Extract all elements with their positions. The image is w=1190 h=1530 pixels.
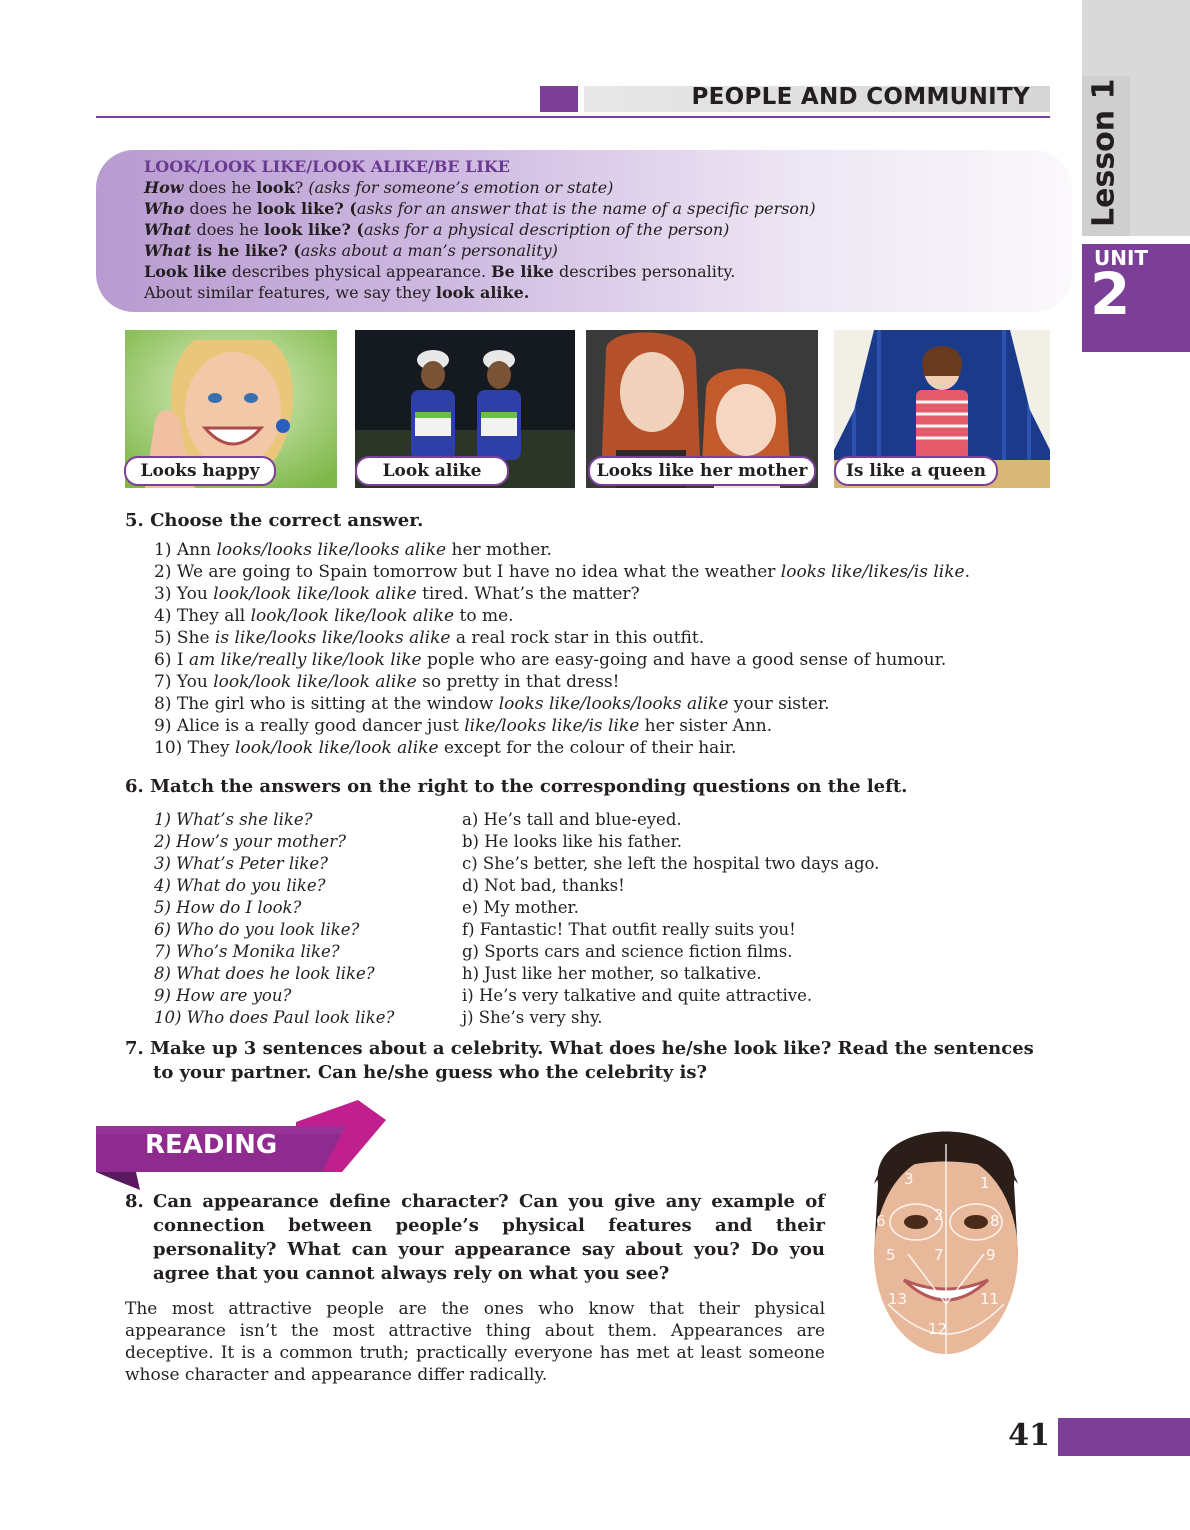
- exercise-5-item: 8) The girl who is sitting at the window looks like/looks/looks alike your sister.: [154, 694, 830, 714]
- exercise-6-answer: e) My mother.: [462, 898, 579, 917]
- exercise-5-item: 3) You look/look like/look alike tired. What’s the matter?: [154, 584, 640, 604]
- exercise-6-question: 10) Who does Paul look like?: [154, 1008, 395, 1027]
- exercise-6-title: 6. Match the answers on the right to the corresponding questions on the left.: [125, 776, 908, 797]
- grammar-line-3: What does he look like? (asks for a physical description of the person): [144, 220, 730, 239]
- page-title: PEOPLE AND COMMUNITY: [691, 84, 1030, 110]
- exercise-5-item: 7) You look/look like/look alike so pretty in that dress!: [154, 672, 620, 692]
- grammar-content: [144, 156, 1064, 303]
- exercise-6-question: 7) Who’s Monika like?: [154, 942, 340, 961]
- exercise-8-number: 8.: [125, 1191, 144, 1212]
- face-zone-number: 9: [986, 1246, 996, 1264]
- grammar-line-6: About similar features, we say they look alike.: [144, 283, 530, 302]
- face-zone-number: 13: [888, 1290, 908, 1308]
- exercise-6-question: 8) What does he look like?: [154, 964, 375, 983]
- unit-number: 2: [1090, 260, 1131, 328]
- exercise-5-item: 6) I am like/really like/look like pople who are easy-going and have a good sense of humour.: [154, 650, 947, 670]
- unit-word: UNIT: [1094, 246, 1149, 270]
- header-accent-square: [540, 86, 578, 112]
- exercise-6-answer: a) He’s tall and blue-eyed.: [462, 810, 682, 829]
- exercise-6-question: 3) What’s Peter like?: [154, 854, 329, 873]
- exercise-7-line-2: to your partner. Can he/she guess who the celebrity is?: [153, 1062, 708, 1083]
- face-zone-number: 12: [928, 1320, 948, 1338]
- face-zone-number: 10: [1022, 1230, 1042, 1248]
- photo-caption: Looks happy: [124, 456, 276, 486]
- header-divider: [96, 116, 1050, 118]
- exercise-7-line-1: 7. Make up 3 sentences about a celebrity. What does he/she look like? Read the sentences: [125, 1038, 1034, 1059]
- grammar-line-4: What is he like? (asks about a man’s personality): [144, 241, 558, 260]
- photo-caption: Is like a queen: [834, 456, 998, 486]
- grammar-line-1: How does he look? (asks for someone’s emotion or state): [144, 178, 614, 197]
- face-zone-number: 5: [886, 1246, 896, 1264]
- face-zone-number: 6: [876, 1212, 886, 1230]
- reading-label: READING: [145, 1130, 278, 1160]
- grammar-line-2: Who does he look like? (asks for an answer that is the name of a specific person): [144, 199, 816, 218]
- face-zone-number: 2: [934, 1206, 944, 1224]
- exercise-6-question: 9) How are you?: [154, 986, 292, 1005]
- exercise-6-answer: j) She’s very shy.: [462, 1008, 603, 1027]
- exercise-6-question: 1) What’s she like?: [154, 810, 313, 829]
- exercise-8-text: Can appearance define character? Can you give any example of connection between people’s physical features and their personality? What can your appearance say about you? Do you agree that you cannot always rely on what you see?: [153, 1191, 825, 1284]
- lesson-label: Lesson 1: [1086, 78, 1122, 228]
- reading-paragraph: The most attractive people are the ones who know that their physical appearance isn’t the most attractive thing about them. Appearances are deceptive. It is a common truth; practically everyone has met at least someone whose character and appearance differ radically.: [125, 1299, 825, 1385]
- exercise-5-item: 2) We are going to Spain tomorrow but I have no idea what the weather looks like/likes/is like.: [154, 562, 970, 582]
- exercise-6-question: 5) How do I look?: [154, 898, 302, 917]
- exercise-8: [125, 1190, 825, 1286]
- exercise-5-item: 1) Ann looks/looks like/looks alike her mother.: [154, 540, 552, 560]
- exercise-6-answer: c) She’s better, she left the hospital two days ago.: [462, 854, 880, 873]
- exercise-6-answer: h) Just like her mother, so talkative.: [462, 964, 762, 983]
- photo-caption: Look alike: [355, 456, 509, 486]
- face-zone-number: 1: [980, 1174, 990, 1192]
- exercise-5-item: 4) They all look/look like/look alike to me.: [154, 606, 514, 626]
- exercise-6-answer: f) Fantastic! That outfit really suits you!: [462, 920, 796, 939]
- exercise-6-answer: d) Not bad, thanks!: [462, 876, 625, 895]
- exercise-6-question: 4) What do you like?: [154, 876, 326, 895]
- exercise-6-question: 6) Who do you look like?: [154, 920, 360, 939]
- photo-caption: Looks like her mother: [588, 456, 816, 486]
- face-zone-number: 8: [990, 1212, 1000, 1230]
- face-zone-number: 3: [904, 1170, 914, 1188]
- page-number: 41: [1008, 1418, 1050, 1453]
- grammar-title: LOOK/LOOK LIKE/LOOK ALIKE/BE LIKE: [144, 157, 510, 176]
- face-zones-photo: [848, 1104, 1044, 1384]
- exercise-6-question: 2) How’s your mother?: [154, 832, 346, 851]
- exercise-5-item: 10) They look/look like/look alike except for the colour of their hair.: [154, 738, 737, 758]
- exercise-6-answer: g) Sports cars and science fiction films.: [462, 942, 793, 961]
- face-zone-number: 14: [930, 1352, 950, 1370]
- page-number-bar: [1058, 1418, 1190, 1456]
- face-zone-number: 7: [934, 1246, 944, 1264]
- face-zone-number: 11: [980, 1290, 1000, 1308]
- grammar-line-5: Look like describes physical appearance. Be like describes personality.: [144, 262, 736, 281]
- face-zone-number: 4: [854, 1232, 864, 1250]
- exercise-6-answer: b) He looks like his father.: [462, 832, 682, 851]
- exercise-5-item: 9) Alice is a really good dancer just like/looks like/is like her sister Ann.: [154, 716, 773, 736]
- exercise-5-title: 5. Choose the correct answer.: [125, 510, 424, 531]
- exercise-6-answer: i) He’s very talkative and quite attractive.: [462, 986, 813, 1005]
- exercise-5-item: 5) She is like/looks like/looks alike a real rock star in this outfit.: [154, 628, 705, 648]
